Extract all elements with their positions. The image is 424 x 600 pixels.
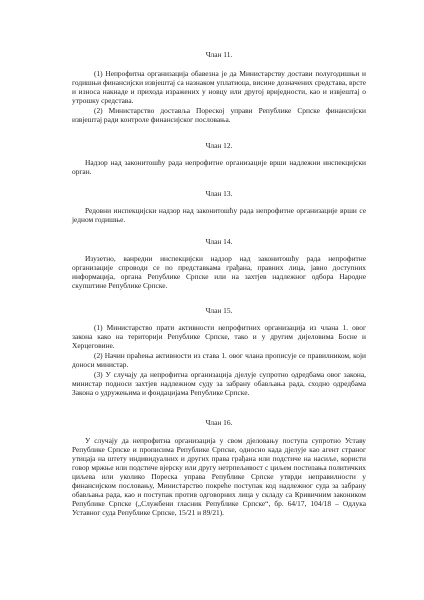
article-11-heading: Члан 11. — [205, 50, 233, 59]
article-15-heading: Члан 15. — [205, 306, 233, 315]
article-11-paragraph-1: (1) Непрофитна организација обавезна је да Министарству достави полугодишњи и годишњи финансијски извјештај са назнаком уплатиоца, висине дозначених средстава, врсте и износа накнаде и прихода изражених у новцу или другој вриједности, као и извјештај о утрошку средстава. — [72, 69, 366, 105]
article-16-heading: Члан 16. — [205, 418, 233, 427]
article-16-paragraph-1: У случају да непрофитна организација у свом дјеловању поступа супротно Уставу Републике Српске и прописима Републике Српске, односно када дјелује као агент страног утицаја на штету индивидуалних и других права грађана или подстиче на насиље, користи говор мржње или подстиче вјерску или другу нетрпељивост с циљем постизања политичких циљева или уколико Пореска управа Републике Српске утврди неправилности у финансијском пословању, Министарство покреће поступак код надлежног суда за забрану обављања рада, као и поступак против одговорних лица у складу са Кривичним закоником Републике Српске („Службени гласник Републике Српске“, бр. 64/17, 104/18 – Одлука Уставног суда Републике Српске, 15/21 и 89/21). — [72, 436, 366, 517]
article-14-paragraph-1: Изузетно, ванредни инспекцијски надзор над законитошћу рада непрофитне организације спроводи се по представкама грађана, правних лица, јавно доступних информација, органа Републике Српске или на захтјев надлежног одбора Народне скупштине Републике Српске. — [72, 254, 366, 290]
article-12-heading: Члан 12. — [205, 141, 233, 150]
article-15-paragraph-2: (2) Начин праћења активности из става 1. овог члана прописује се правилником, који доноси министар. — [72, 351, 366, 369]
article-13-paragraph-1: Редовни инспекцијски надзор над законитошћу рада непрофитне организације врши се једном годишње. — [72, 206, 366, 224]
article-15-paragraph-1: (1) Министарство прати активности непрофитних организација из члана 1. овог закона како на територији Републике Српске, тако и у другим дијеловима Босне и Херцеговине. — [72, 323, 366, 350]
article-14-heading: Члан 14. — [205, 237, 233, 246]
article-11-paragraph-2: (2) Министарство доставља Пореској управи Републике Српске финансијски извјештај ради контроле финансијског пословања. — [72, 106, 366, 124]
article-12-paragraph-1: Надзор над законитошћу рада непрофитне организације врши надлежни инспекцијски орган. — [72, 158, 366, 176]
article-15-paragraph-3: (3) У случају да непрофитна организација дјелује супротно одредбама овог закона, министар подноси захтјев надлежном суду за забрану обављања рада, сходно одредбама Закона о удружењима и фондацијама Републике Српске. — [72, 370, 366, 397]
article-13-heading: Члан 13. — [205, 189, 233, 198]
